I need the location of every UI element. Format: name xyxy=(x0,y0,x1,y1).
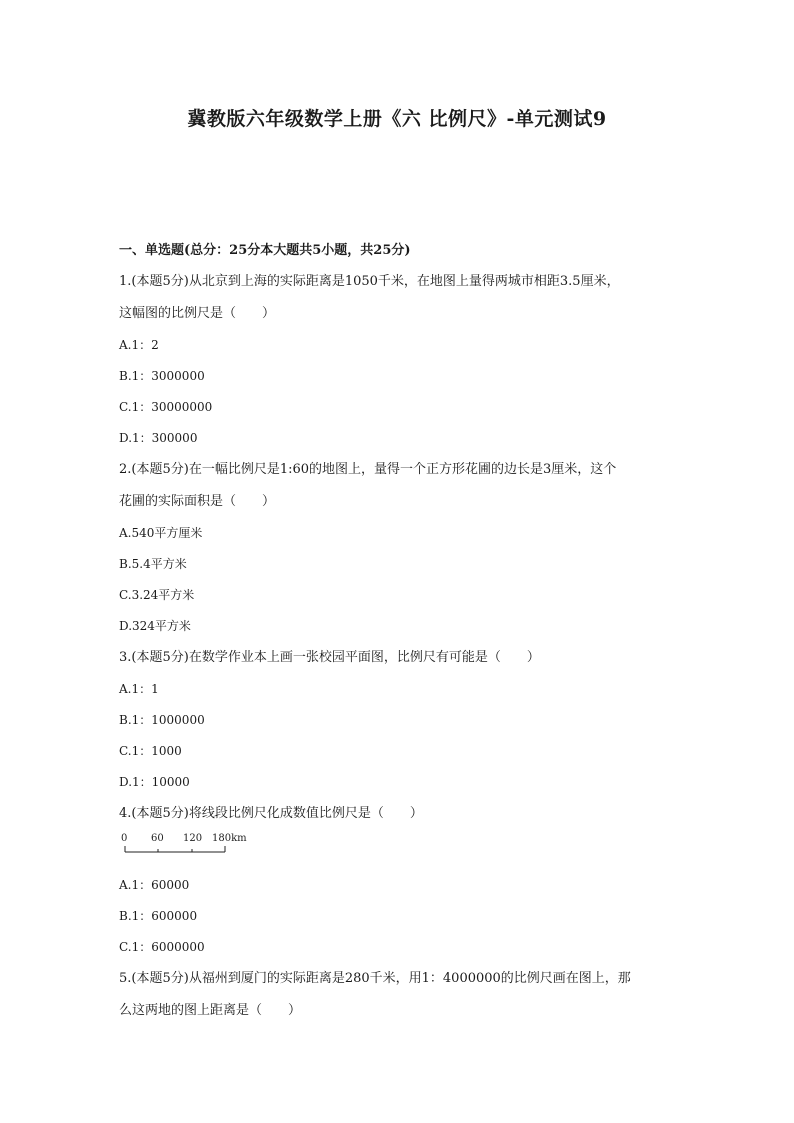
section-heading: 一、单选题(总分：25分本大题共5小题，共25分) xyxy=(119,243,411,258)
question-1-option-a[interactable]: A.1：2 xyxy=(119,338,159,352)
question-3-option-d[interactable]: D.1：10000 xyxy=(119,775,190,789)
scale-label-60: 60 xyxy=(151,833,164,844)
question-4-option-c[interactable]: C.1：6000000 xyxy=(119,940,205,954)
question-1-stem-line1: 1.(本题5分)从北京到上海的实际距离是1050千米，在地图上量得两城市相距3.5厘米， xyxy=(119,274,620,289)
question-4 xyxy=(119,798,679,963)
page-title: 冀教版六年级数学上册《六 比例尺》-单元测试9 xyxy=(187,108,607,130)
line-scale-svg xyxy=(119,830,259,870)
question-2-stem-line2: 花圃的实际面积是（ ） xyxy=(119,494,276,509)
question-2-option-d[interactable]: D.324平方米 xyxy=(119,619,191,633)
question-4-option-b[interactable]: B.1：600000 xyxy=(119,909,198,923)
question-3-option-b[interactable]: B.1：1000000 xyxy=(119,713,205,727)
question-5-stem-line1: 5.(本题5分)从福州到厦门的实际距离是280千米，用1：4000000的比例尺画在图上，那 xyxy=(119,971,631,986)
question-3-option-a[interactable]: A.1：1 xyxy=(119,682,159,696)
question-1-option-b[interactable]: B.1：3000000 xyxy=(119,369,205,383)
question-2-option-a[interactable]: A.540平方厘米 xyxy=(119,526,203,540)
question-2-option-b[interactable]: B.5.4平方米 xyxy=(119,557,187,571)
question-3-option-c[interactable]: C.1：1000 xyxy=(119,744,182,758)
question-2-option-c[interactable]: C.3.24平方米 xyxy=(119,588,195,602)
question-4-option-a[interactable]: A.1：60000 xyxy=(119,878,190,892)
scale-label-0: 0 xyxy=(121,833,128,844)
question-content xyxy=(119,235,679,1027)
question-1-option-c[interactable]: C.1：30000000 xyxy=(119,400,213,414)
question-2-stem-line1: 2.(本题5分)在一幅比例尺是1:60的地图上，量得一个正方形花圃的边长是3厘米，这个 xyxy=(119,462,617,477)
scale-label-180km: 180km xyxy=(212,833,247,844)
question-3-stem-line1: 3.(本题5分)在数学作业本上画一张校园平面图，比例尺有可能是（ ） xyxy=(119,650,540,665)
question-1-stem-line2: 这幅图的比例尺是（ ） xyxy=(119,306,276,321)
question-5 xyxy=(119,963,679,1027)
question-4-stem-line1: 4.(本题5分)将线段比例尺化成数值比例尺是（ ） xyxy=(119,806,423,821)
scale-label-120: 120 xyxy=(183,833,203,844)
question-1 xyxy=(119,266,679,454)
question-2 xyxy=(119,454,679,642)
question-1-option-d[interactable]: D.1：300000 xyxy=(119,431,198,445)
question-5-stem-line2: 么这两地的图上距离是（ ） xyxy=(119,1003,302,1018)
line-scale-figure xyxy=(119,830,259,870)
question-3 xyxy=(119,642,679,798)
